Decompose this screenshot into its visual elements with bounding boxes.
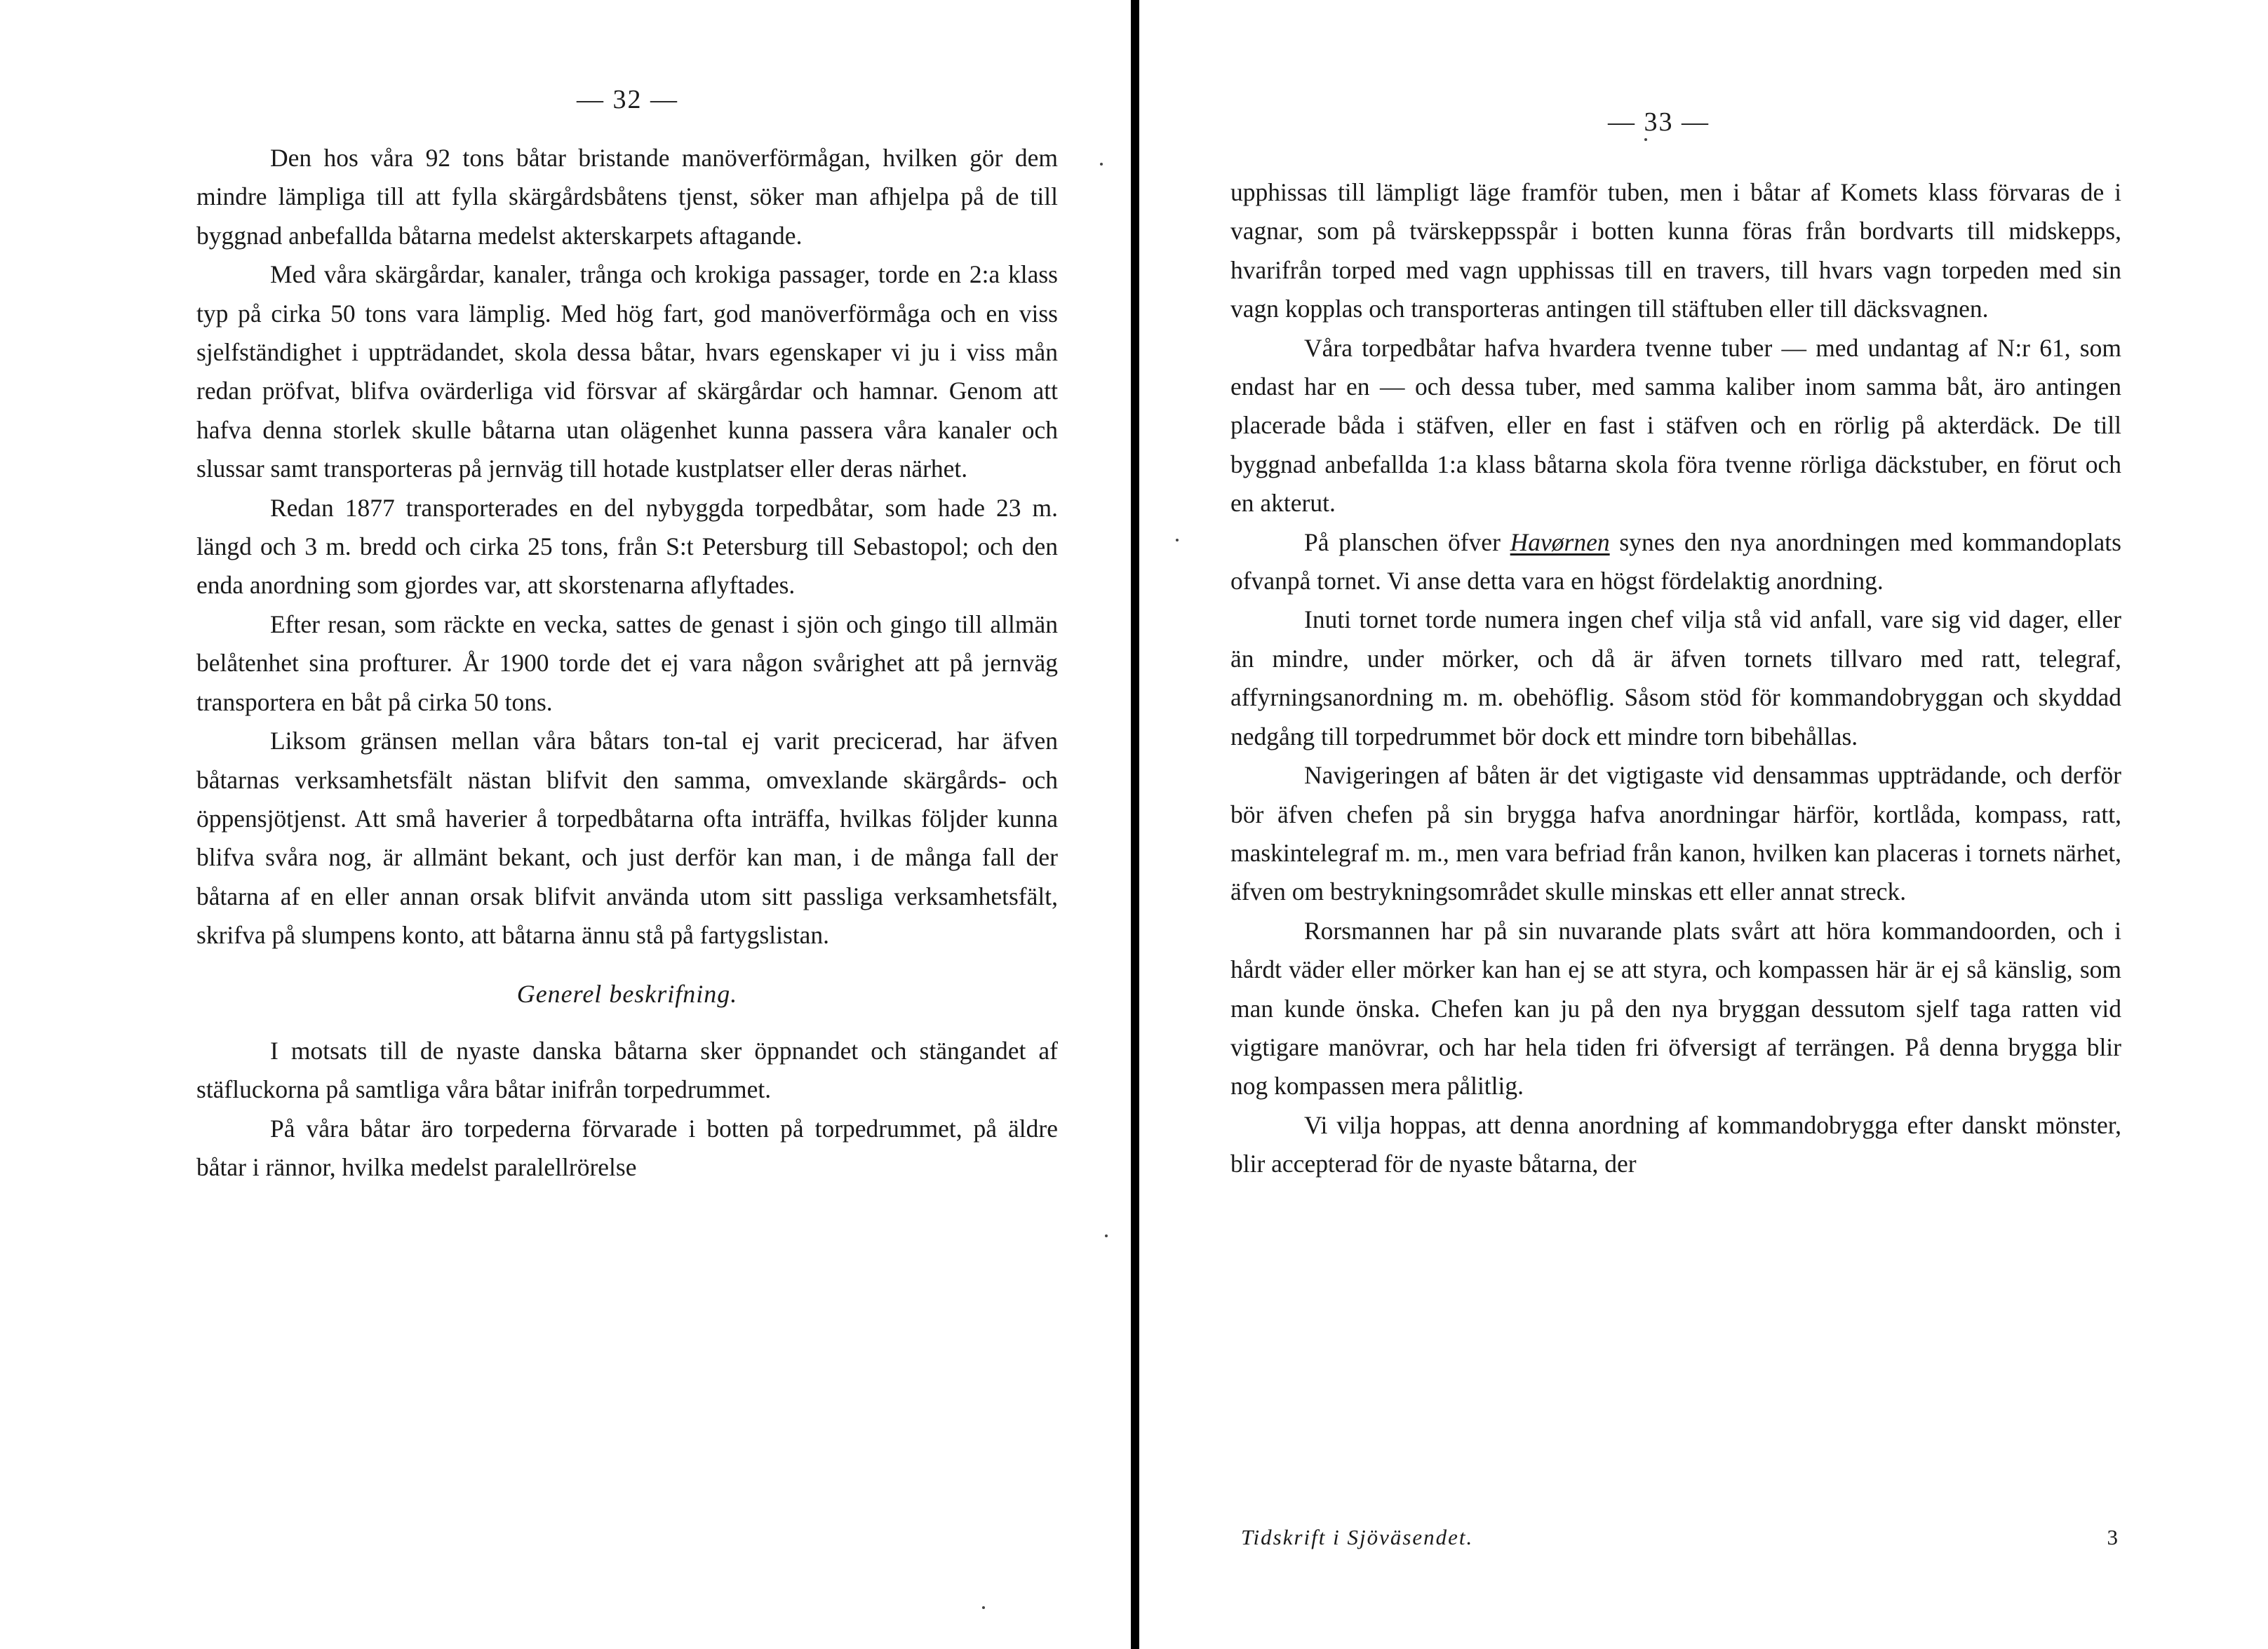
ship-name: Havørnen	[1510, 527, 1610, 556]
paragraph: Med våra skärgårdar, kanaler, trånga och krokiga passager, torde en 2:a klass typ på cirka 50 tons vara lämplig. Med hög fart, god manöverförmåga och en viss sjelfständighet i uppträdandet, skola dessa båtar, hvars egenskaper vi ju i viss mån redan pröfvat, blifva ovärderliga vid försvar af skärgårdar och hamnar. Genom att hafva denna storlek skulle båtarna utan olägenhet kunna passera våra kanaler och slussar samt transporteras på jernväg till hotade kustplatser eller deras närhet.	[196, 260, 1058, 483]
paragraph: Våra torpedbåtar hafva hvardera tvenne tuber — med undantag af N:r 61, som endast har en — och dessa tuber, med samma kaliber inom samma båt, äro antingen placerade båda i stäfven, eller en fast i stäfven och en rörlig på akterdäck. De till byggnad anbefallda 1:a klass båtarna skola föra tvenne rörliga däckstuber, en förut och en akterut.	[1230, 333, 2121, 518]
paper-speck	[1105, 1234, 1108, 1237]
paragraph: upphissas till lämpligt läge framför tuben, men i båtar af Komets klass förvaras de i vagnar, som på tvärskeppsspår i botten kunna föras från bordvarts till midskepps, hvarifrån torped med vagn upphissas till en travers, till hvars vagn torpeden med sin vagn kopplas och transporteras antingen till stäftuben eller till däcksvagnen.	[1230, 178, 2121, 323]
paper-speck	[982, 1606, 985, 1609]
journal-title: Tidskrift i Sjöväsendet.	[1241, 1525, 1474, 1549]
text-run: synes den nya anordningen med kommandoplats ofvanpå tornet. Vi anse detta vara en högst fördelaktig anordning.	[1230, 527, 2121, 595]
left-body-text	[196, 139, 1058, 1187]
paragraph: Liksom gränsen mellan våra båtars ton-tal ej varit precicerad, har äfven båtarnas verksamhetsfält nästan blifvit den samma, omvexlande skärgårds- och öppensjötjenst. Att små haverier å torpedbåtarna ofta inträffa, hvilkas följder kunna blifva svåra nog, är allmänt bekant, och just derför kan man, i de många fall der båtarna af en eller annan orsak blifvit använda utom sitt passliga verksamhetsfält, skrifva på slumpens konto, att båtarna ännu stå på fartygslistan.	[196, 727, 1058, 950]
paragraph	[1230, 523, 2121, 601]
paragraph: Efter resan, som räckte en vecka, sattes de genast i sjön och gingo till allmän belåtenhet sina profturer. År 1900 torde det ej vara någon svårighet att på jernväg transportera en båt på cirka 50 tons.	[196, 610, 1058, 716]
paragraph: Den hos våra 92 tons båtar bristande manöverförmågan, hvilken gör dem mindre lämpliga till att fylla skärgårdsbåtens tjenst, söker man afhjelpa på de till byggnad anbefallda båtarna medelst akterskarpets aftagande.	[196, 144, 1058, 250]
section-heading: Generel beskrifning.	[516, 979, 738, 1008]
paragraph: Vi vilja hoppas, att denna anordning af kommandobrygga efter danskt mönster, blir accepterad för de nyaste båtarna, der	[1230, 1110, 2121, 1178]
paragraph: Rorsmannen har på sin nuvarande plats svårt att höra kommandoorden, och i hårdt väder eller mörker kan han ej se att styra, och kompassen här är ej så känslig, som man kunde önska. Chefen kan ju på den nya bryggan dessutom sjelf taga ratten vid vigtigare manövrar, och har hela tiden fri öfversigt af terrängen. På denna brygga blir nog kompassen mera pålitlig.	[1230, 916, 2121, 1101]
left-page	[0, 0, 1131, 1649]
paragraph: På våra båtar äro torpederna förvarade i botten på torpedrummet, på äldre båtar i rännor, hvilka medelst paralellrörelse	[196, 1114, 1058, 1182]
right-body-text	[1230, 173, 2121, 1184]
paragraph: Inuti tornet torde numera ingen chef vilja stå vid anfall, vare sig vid dager, eller än mindre, under mörker, och då är äfven tornets tillvaro med ratt, telegraf, affyrningsanordning m. m. obehöflig. Såsom stöd för kommandobryggan och skyddad nedgång till torpedrummet bör dock ett mindre torn bibehållas.	[1230, 605, 2121, 751]
page-number: — 32 —	[577, 85, 678, 114]
text-run: På planschen öfver	[1304, 527, 1510, 556]
right-page	[1139, 0, 2268, 1649]
signature-mark: 3	[2107, 1525, 2118, 1549]
paper-speck	[1644, 138, 1647, 141]
paragraph: Redan 1877 transporterades en del nybyggda torpedbåtar, som hade 23 m. längd och 3 m. bredd och cirka 25 tons, från S:t Petersburg till Sebastopol; och den enda anordning som gjordes var, att skorstenarna aflyftades.	[196, 493, 1058, 600]
paper-speck	[1100, 163, 1103, 166]
paragraph: Navigeringen af båten är det vigtigaste vid densammas uppträdande, och derför bör äfven chefen på sin brygga hafva anordningar härför, kortlåda, kompass, ratt, maskintelegraf m. m., men vara befriad från kanon, hvilken kan placeras i tornets närhet, äfven om bestrykningsområdet skulle minskas ett eller annat streck.	[1230, 761, 2121, 906]
paragraph: I motsats till de nyaste danska båtarna sker öppnandet och stängandet af stäfluckorna på samtliga våra båtar inifrån torpedrummet.	[196, 1036, 1058, 1104]
page-footer	[1241, 1525, 2118, 1550]
paper-speck	[1176, 539, 1179, 541]
page-number: — 33 —	[1608, 107, 1710, 137]
